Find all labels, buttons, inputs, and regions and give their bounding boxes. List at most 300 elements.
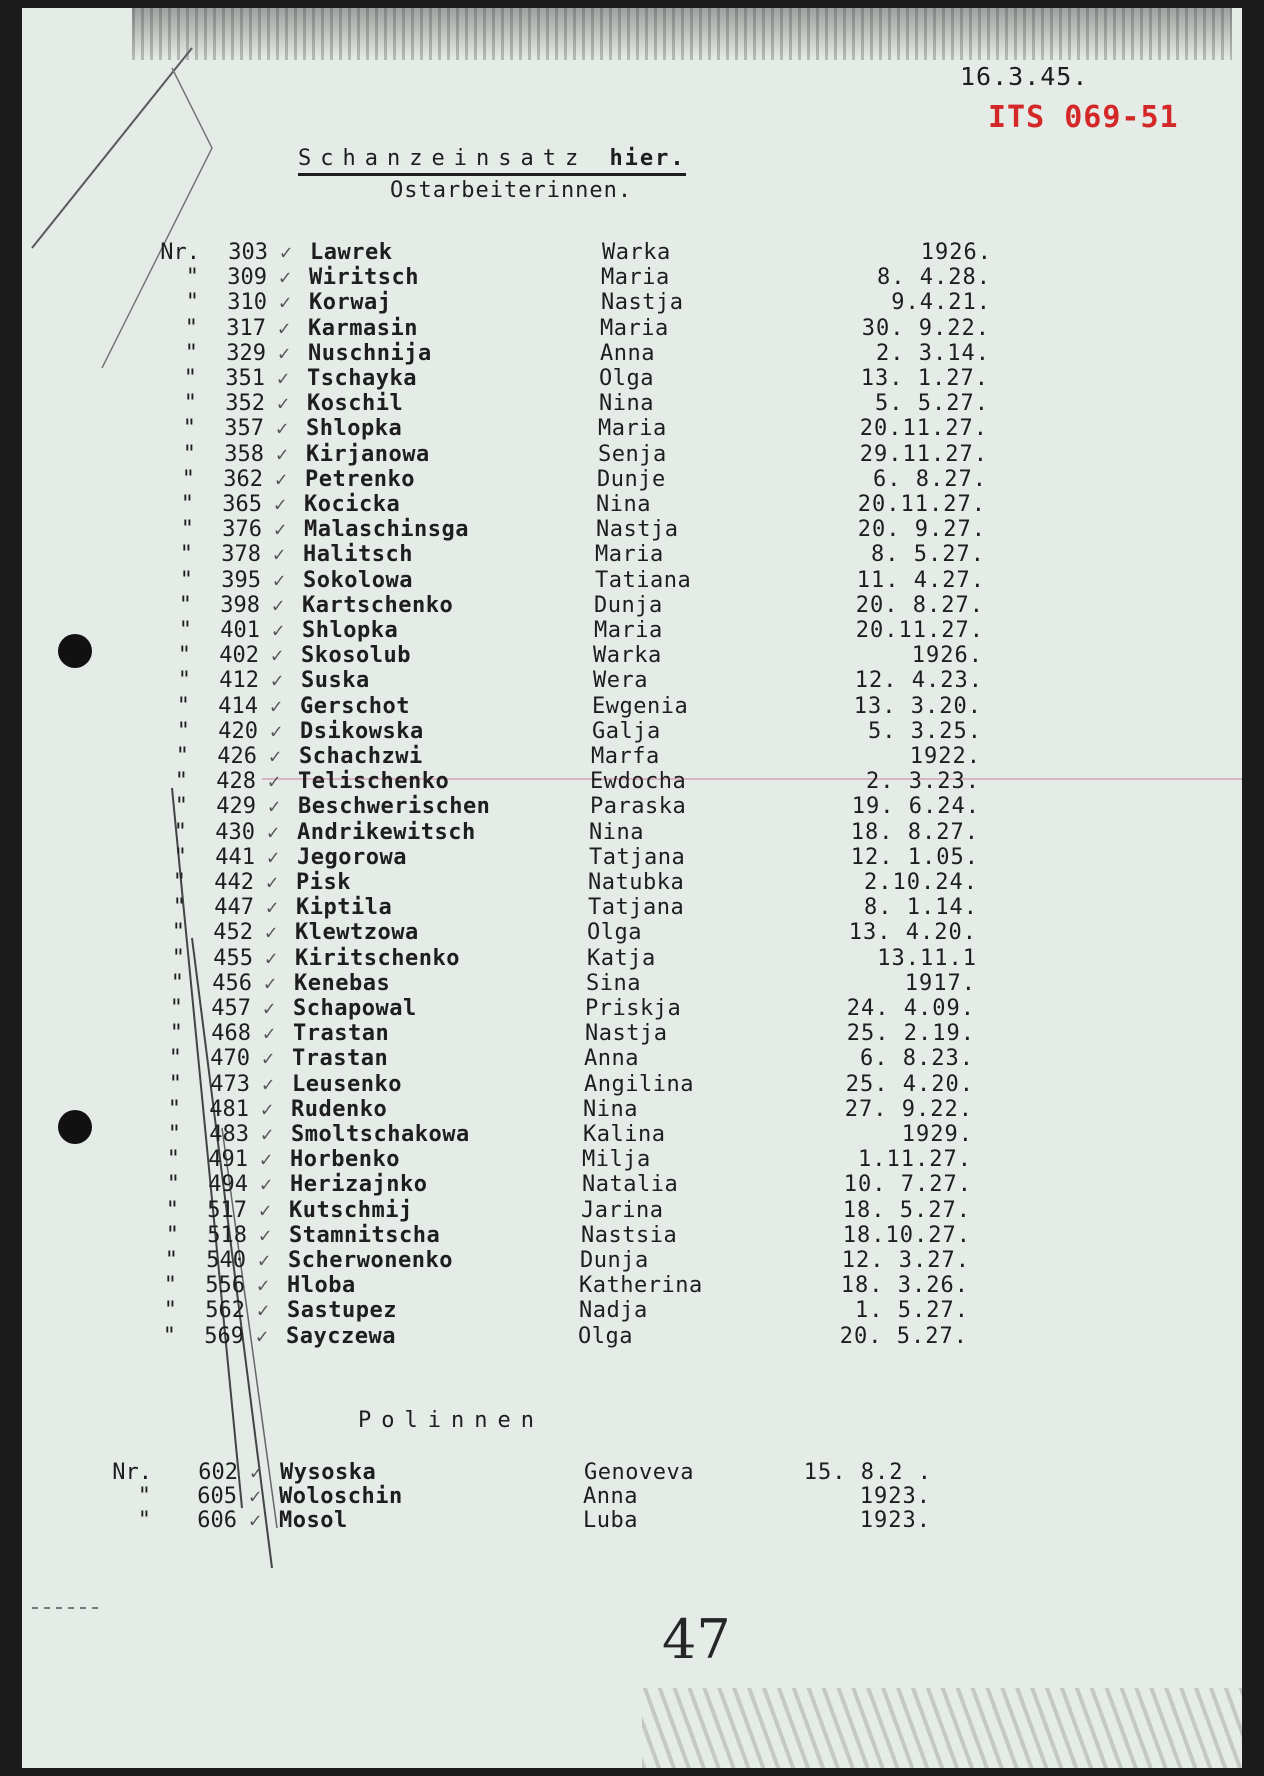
given-name: Dunja	[580, 1248, 649, 1273]
surname: Petrenko	[305, 466, 415, 492]
given-name: Maria	[601, 265, 670, 291]
list-row	[22, 744, 1242, 769]
check-mark: ✓	[257, 1248, 271, 1272]
given-name: Olga	[599, 366, 654, 391]
list-row	[22, 492, 1242, 517]
list-row	[22, 240, 1242, 265]
row-label: Nr.	[160, 240, 200, 265]
entry-number: 365	[222, 492, 262, 517]
row-label: "	[172, 870, 186, 895]
list-row	[22, 1298, 1242, 1323]
entry-number: 569	[204, 1323, 244, 1349]
entry-number: 518	[207, 1222, 247, 1248]
list-row	[22, 845, 1242, 870]
given-name: Nadja	[579, 1298, 648, 1324]
given-name: Nina	[583, 1096, 638, 1122]
row-label: "	[170, 970, 184, 996]
birth-date: 18. 8.27.	[850, 819, 979, 845]
check-mark: ✓	[255, 1323, 269, 1348]
given-name: Senja	[598, 441, 667, 467]
row-label: "	[179, 567, 193, 593]
row-label: "	[184, 315, 198, 341]
check-mark: ✓	[248, 1508, 262, 1532]
surname: Trastan	[292, 1046, 389, 1072]
birth-date: 11. 4.27.	[856, 567, 985, 593]
given-name: Natalia	[582, 1172, 679, 1198]
row-label: "	[162, 1323, 176, 1349]
birth-date: 1923.	[859, 1508, 931, 1533]
list-row	[22, 542, 1242, 567]
surname: Pisk	[296, 870, 351, 895]
row-label: "	[166, 1147, 180, 1173]
entry-number: 428	[216, 769, 256, 795]
list-row	[22, 1072, 1242, 1097]
given-name: Maria	[594, 618, 663, 643]
given-name: Jarina	[581, 1197, 664, 1223]
check-mark: ✓	[261, 1046, 275, 1071]
entry-number: 483	[209, 1122, 249, 1147]
row-label: "	[174, 794, 188, 820]
row-label: "	[163, 1273, 177, 1299]
given-name: Wera	[593, 668, 648, 694]
entry-number: 456	[212, 970, 252, 996]
list-row	[22, 1248, 1242, 1273]
row-label: "	[173, 819, 187, 845]
check-mark: ✓	[266, 844, 280, 869]
page-number: 47	[662, 1608, 731, 1671]
list-row	[22, 694, 1242, 719]
row-label: "	[176, 718, 190, 744]
list-row	[22, 391, 1242, 416]
birth-date: 1917.	[904, 970, 976, 996]
surname: Telischenko	[298, 769, 450, 795]
birth-date: 5. 3.25.	[868, 718, 982, 744]
entry-number: 481	[209, 1096, 249, 1122]
row-label: Nr.	[112, 1460, 152, 1485]
check-mark: ✓	[270, 668, 284, 693]
given-name: Paraska	[590, 794, 687, 820]
given-name: Anna	[600, 340, 655, 366]
list-row	[22, 1460, 1242, 1485]
check-mark: ✓	[273, 517, 287, 542]
row-label: "	[183, 391, 197, 417]
check-mark: ✓	[272, 567, 286, 592]
given-name: Luba	[583, 1508, 638, 1533]
birth-date: 13. 3.20.	[853, 693, 982, 719]
entry-number: 412	[219, 668, 259, 694]
surname: Leusenko	[292, 1071, 402, 1097]
check-mark: ✓	[258, 1222, 272, 1247]
list-row	[22, 593, 1242, 618]
birth-date: 12. 3.27.	[841, 1248, 970, 1273]
birth-date: 13. 4.20.	[848, 920, 977, 946]
entry-number: 357	[224, 416, 264, 442]
surname: Kutschmij	[289, 1197, 413, 1223]
entry-number: 441	[215, 844, 255, 870]
row-label: "	[185, 265, 199, 291]
given-name: Maria	[600, 315, 669, 341]
entry-number: 442	[214, 870, 254, 895]
check-mark: ✓	[256, 1273, 270, 1298]
row-label: "	[164, 1248, 178, 1273]
given-name: Angilina	[584, 1071, 694, 1097]
surname: Woloschin	[279, 1484, 403, 1509]
birth-date: 8. 5.27.	[871, 542, 985, 568]
check-mark: ✓	[259, 1172, 273, 1197]
surname: Suska	[301, 668, 370, 694]
surname: Koschil	[307, 391, 404, 417]
given-name: Anna	[583, 1484, 638, 1509]
list-row	[22, 1147, 1242, 1172]
check-mark: ✓	[265, 895, 279, 920]
surname: Lawrek	[310, 240, 393, 265]
list-row	[22, 568, 1242, 593]
birth-date: 20. 8.27.	[855, 592, 984, 618]
given-name: Warka	[602, 240, 671, 265]
surname: Herizajnko	[290, 1172, 428, 1198]
surname: Korwaj	[309, 290, 392, 316]
document-title	[298, 146, 686, 176]
row-label: "	[172, 895, 186, 921]
given-name: Nastja	[601, 290, 684, 316]
birth-date: 20. 5.27.	[839, 1323, 968, 1349]
entry-number: 358	[224, 441, 264, 467]
list-row	[22, 870, 1242, 895]
list-row	[22, 820, 1242, 845]
check-mark: ✓	[268, 744, 282, 768]
birth-date: 27. 9.22.	[844, 1096, 973, 1122]
check-mark: ✓	[269, 693, 283, 718]
entry-number: 401	[220, 618, 260, 643]
entry-number: 540	[206, 1248, 246, 1273]
check-mark: ✓	[277, 340, 291, 365]
list-row	[22, 1021, 1242, 1046]
birth-date: 13.11.1	[877, 945, 977, 971]
check-mark: ✓	[261, 1071, 275, 1096]
row-label: "	[166, 1172, 180, 1198]
surname: Halitsch	[303, 542, 413, 568]
surname: Nuschnija	[308, 340, 432, 366]
given-name: Natubka	[588, 870, 685, 895]
list-row	[22, 1508, 1242, 1533]
birth-date: 15. 8.2 .	[803, 1460, 932, 1485]
entry-number: 468	[211, 1021, 251, 1047]
check-mark: ✓	[264, 920, 278, 945]
check-mark: ✓	[273, 492, 287, 516]
row-label: "	[137, 1484, 151, 1509]
given-name: Marfa	[591, 744, 660, 769]
check-mark: ✓	[256, 1298, 270, 1323]
entry-number: 470	[210, 1046, 250, 1072]
entry-number: 605	[197, 1484, 237, 1509]
birth-date: 1. 5.27.	[855, 1298, 969, 1324]
check-mark: ✓	[272, 542, 286, 567]
entry-number: 429	[216, 794, 256, 820]
entry-number: 606	[197, 1508, 237, 1533]
birth-date: 19. 6.24.	[851, 794, 980, 820]
entry-number: 491	[208, 1147, 248, 1173]
given-name: Milja	[582, 1147, 651, 1173]
entry-number: 420	[218, 718, 258, 744]
row-label: "	[178, 592, 192, 618]
entry-number: 447	[214, 895, 254, 921]
entry-number: 352	[225, 391, 265, 417]
list-row	[22, 467, 1242, 492]
check-mark: ✓	[275, 441, 289, 466]
title-main: Schanzeinsatz	[298, 146, 588, 171]
surname: Gerschot	[300, 693, 410, 719]
birth-date: 9.4.21.	[891, 290, 991, 316]
check-mark: ✓	[264, 945, 278, 970]
row-label: "	[180, 492, 194, 517]
list-row	[22, 618, 1242, 643]
birth-date: 20.11.27.	[859, 416, 988, 442]
surname: Trastan	[293, 1021, 390, 1047]
birth-date: 29.11.27.	[859, 441, 988, 467]
row-label: "	[176, 693, 190, 719]
surname: Wiritsch	[309, 265, 419, 291]
birth-date: 2. 3.14.	[876, 340, 990, 366]
check-mark: ✓	[278, 265, 292, 290]
entry-number: 317	[226, 315, 266, 341]
entry-number: 426	[217, 744, 257, 769]
birth-date: 5. 5.27.	[875, 391, 989, 417]
entry-number: 398	[220, 592, 260, 618]
given-name: Anna	[584, 1046, 639, 1072]
surname: Sayczewa	[286, 1323, 396, 1349]
given-name: Priskja	[585, 996, 682, 1021]
row-label: "	[185, 290, 199, 316]
surname: Malaschinsga	[304, 517, 469, 543]
entry-number: 303	[228, 240, 268, 265]
list-row	[22, 1172, 1242, 1197]
archive-stamp: ITS 069-51	[988, 100, 1179, 135]
entry-number: 556	[205, 1273, 245, 1299]
document-page	[22, 8, 1242, 1768]
row-label: "	[178, 618, 192, 643]
surname: Tschayka	[307, 366, 417, 391]
check-mark: ✓	[269, 718, 283, 743]
list-row	[22, 1324, 1242, 1349]
check-mark: ✓	[275, 416, 289, 441]
birth-date: 20. 9.27.	[857, 517, 986, 543]
given-name: Tatjana	[589, 844, 686, 870]
title-suffix: hier.	[609, 146, 686, 171]
surname: Mosol	[279, 1508, 348, 1533]
row-label: "	[169, 1021, 183, 1047]
row-label: "	[181, 466, 195, 492]
given-name: Ewdocha	[590, 769, 687, 795]
given-name: Kalina	[583, 1122, 666, 1147]
list-row	[22, 290, 1242, 315]
entry-number: 362	[223, 466, 263, 492]
surname: Kiritschenko	[295, 945, 460, 971]
entry-number: 452	[213, 920, 253, 946]
check-mark: ✓	[262, 996, 276, 1020]
birth-date: 1926.	[911, 643, 983, 669]
row-label: "	[173, 844, 187, 870]
list-row	[22, 1198, 1242, 1223]
surname: Horbenko	[290, 1147, 400, 1173]
birth-date: 1922.	[909, 744, 981, 769]
birth-date: 18. 3.26.	[840, 1273, 969, 1299]
given-name: Dunja	[594, 592, 663, 618]
list-row	[22, 1046, 1242, 1071]
given-name: Galja	[592, 718, 661, 744]
row-label: "	[182, 416, 196, 442]
row-label: "	[165, 1197, 179, 1223]
entry-number: 395	[221, 567, 261, 593]
birth-date: 25. 4.20.	[845, 1071, 974, 1097]
entry-number: 517	[207, 1197, 247, 1223]
list-row	[22, 316, 1242, 341]
birth-date: 20.11.27.	[855, 618, 984, 643]
check-mark: ✓	[259, 1147, 273, 1172]
birth-date: 8. 4.28.	[877, 265, 991, 291]
row-label: "	[175, 744, 189, 769]
birth-date: 6. 8.27.	[873, 466, 987, 492]
list-row	[22, 1097, 1242, 1122]
section-title-ostarbeiterinnen: Ostarbeiterinnen.	[390, 178, 633, 203]
given-name: Ewgenia	[592, 693, 689, 719]
check-mark: ✓	[278, 290, 292, 315]
row-label: "	[168, 1071, 182, 1097]
birth-date: 8. 1.14.	[864, 895, 978, 921]
entry-number: 376	[222, 517, 262, 543]
given-name: Nina	[596, 492, 651, 517]
birth-date: 24. 4.09.	[846, 996, 975, 1021]
birth-date: 18. 5.27.	[842, 1197, 971, 1223]
check-mark: ✓	[271, 592, 285, 617]
given-name: Nastja	[585, 1021, 668, 1047]
check-mark: ✓	[279, 240, 293, 264]
surname: Jegorowa	[297, 844, 407, 870]
check-mark: ✓	[266, 819, 280, 844]
surname: Andrikewitsch	[297, 819, 476, 845]
given-name: Warka	[593, 643, 662, 669]
row-label: "	[177, 668, 191, 694]
surname: Kocicka	[304, 492, 401, 517]
entry-number: 309	[227, 265, 267, 291]
surname: Stamnitscha	[289, 1222, 441, 1248]
birth-date: 12. 1.05.	[850, 844, 979, 870]
list-row	[22, 946, 1242, 971]
birth-date: 6. 8.23.	[860, 1046, 974, 1072]
birth-date: 1929.	[901, 1122, 973, 1147]
row-label: "	[183, 366, 197, 391]
entry-number: 329	[226, 340, 266, 366]
list-row	[22, 442, 1242, 467]
birth-date: 1926.	[920, 240, 992, 265]
row-label: "	[182, 441, 196, 467]
entry-number: 378	[221, 542, 261, 568]
row-label: "	[168, 1046, 182, 1072]
check-mark: ✓	[248, 1484, 262, 1508]
row-label: "	[179, 542, 193, 568]
row-label: "	[171, 920, 185, 946]
given-name: Tatjana	[588, 895, 685, 921]
surname: Karmasin	[308, 315, 418, 341]
entry-number: 457	[211, 996, 251, 1021]
given-name: Genoveva	[584, 1460, 694, 1485]
row-label: "	[169, 996, 183, 1021]
entry-number: 494	[208, 1172, 248, 1198]
check-mark: ✓	[260, 1122, 274, 1146]
surname: Hloba	[287, 1273, 356, 1299]
check-mark: ✓	[263, 970, 277, 995]
given-name: Sina	[586, 970, 641, 996]
row-label: "	[137, 1508, 151, 1533]
check-mark: ✓	[265, 870, 279, 894]
list-row	[22, 416, 1242, 441]
given-name: Nastja	[596, 517, 679, 543]
check-mark: ✓	[258, 1197, 272, 1222]
surname: Smoltschakowa	[291, 1122, 470, 1147]
check-mark: ✓	[276, 391, 290, 416]
surname: Schachzwi	[299, 744, 423, 769]
entry-number: 455	[213, 945, 253, 971]
check-mark: ✓	[276, 366, 290, 390]
check-mark: ✓	[271, 618, 285, 642]
list-row	[22, 769, 1242, 794]
given-name: Maria	[598, 416, 667, 442]
document-date: 16.3.45.	[960, 62, 1089, 91]
birth-date: 13. 1.27.	[860, 366, 989, 391]
entry-number: 414	[218, 693, 258, 719]
given-name: Maria	[595, 542, 664, 568]
list-row	[22, 920, 1242, 945]
list-row	[22, 1484, 1242, 1509]
birth-date: 25. 2.19.	[846, 1021, 975, 1047]
check-mark: ✓	[274, 466, 288, 491]
given-name: Nina	[589, 819, 644, 845]
check-mark: ✓	[267, 769, 281, 794]
birth-date: 12. 4.23.	[854, 668, 983, 694]
surname: Sokolowa	[303, 567, 413, 593]
surname: Wysoska	[280, 1460, 377, 1485]
given-name: Olga	[587, 920, 642, 946]
list-row	[22, 996, 1242, 1021]
list-row	[22, 895, 1242, 920]
entry-number: 310	[227, 290, 267, 316]
entry-number: 351	[225, 366, 265, 391]
row-label: "	[184, 340, 198, 366]
row-label: "	[167, 1096, 181, 1122]
birth-date: 30. 9.22.	[861, 315, 990, 341]
check-mark: ✓	[260, 1096, 274, 1121]
row-label: "	[180, 517, 194, 543]
row-label: "	[174, 769, 188, 795]
row-label: "	[177, 643, 191, 669]
row-label: "	[163, 1298, 177, 1324]
surname: Sastupez	[287, 1298, 397, 1324]
check-mark: ✓	[249, 1460, 263, 1484]
given-name: Nina	[599, 391, 654, 417]
list-row	[22, 794, 1242, 819]
surname: Rudenko	[291, 1096, 388, 1122]
birth-date: 2.10.24.	[864, 870, 978, 895]
birth-date: 1923.	[859, 1484, 931, 1509]
check-mark: ✓	[267, 794, 281, 819]
row-label: "	[165, 1222, 179, 1248]
check-mark: ✓	[270, 643, 284, 668]
surname: Scherwonenko	[288, 1248, 453, 1273]
surname: Kenebas	[294, 970, 391, 996]
list-row	[22, 719, 1242, 744]
birth-date: 18.10.27.	[842, 1222, 971, 1248]
list-row	[22, 366, 1242, 391]
given-name: Dunje	[597, 466, 666, 492]
